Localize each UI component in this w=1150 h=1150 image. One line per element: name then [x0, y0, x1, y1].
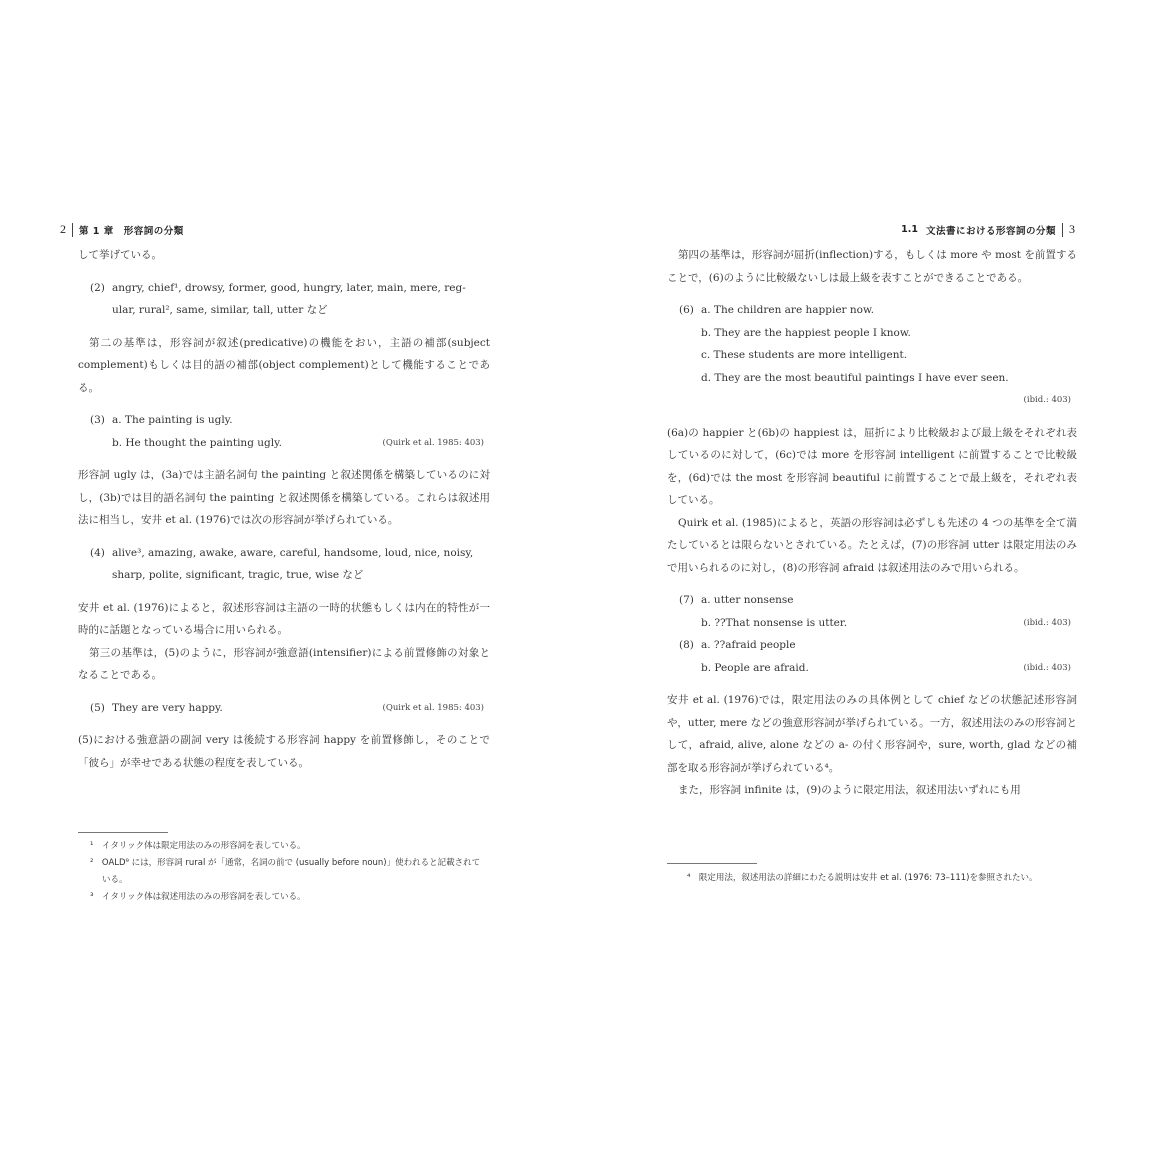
- paragraph: 安井 et al. (1976)では，限定用法のみの具体例として chief などの状態記述形容詞や，utter, mere などの強意形容詞が挙げられている。一方，叙述用法のみの形容詞として，afraid, alive, alone などの a- の付く形容詞や，sure, worth, glad などの補部を取る形容詞が挙げられている⁴。: [667, 694, 1077, 774]
- example-number: (6): [679, 304, 694, 316]
- example-2: [78, 277, 490, 322]
- section-number: 1.1: [901, 224, 918, 235]
- source-citation: (Quirk et al. 1985: 403): [382, 437, 484, 448]
- source-citation: (ibid.: 403): [1023, 617, 1071, 628]
- paragraph: (5)における強意語の副詞 very は後続する形容詞 happy を前置修飾し，そのことで「彼ら」が幸せである状態の程度を表している。: [78, 734, 490, 769]
- head-divider: [72, 223, 73, 237]
- example-text: b. They are the happiest people I know.: [701, 326, 911, 339]
- running-head: [60, 222, 184, 237]
- example-8: [667, 634, 1077, 679]
- paragraph: 第四の基準は，形容詞が屈折(inflection)する，もしくは more や most を前置することで，(6)のように比較級ないしは最上級を表すことができることである。: [667, 249, 1077, 284]
- source-citation: (ibid.: 403): [1023, 662, 1071, 673]
- example-text: sharp, polite, significant, tragic, true, wise など: [112, 569, 364, 581]
- footnote: ³ イタリック体は叙述用法のみの形容詞を表している。: [90, 892, 306, 902]
- example-number: (7): [679, 594, 694, 606]
- source-citation: (Quirk et al. 1985: 403): [382, 702, 484, 713]
- example-6: [667, 299, 1077, 412]
- example-number: (4): [90, 546, 105, 559]
- paragraph: Quirk et al. (1985)によると，英語の形容詞は必ずしも先述の 4 つの基準を全て満たしているとは限らないとされている。たとえば，(7)の形容詞 utter は限定用法のみで用いられるのに対し，(8)の形容詞 afraid は叙述用法のみで用いられる。: [667, 516, 1077, 574]
- example-5: [78, 697, 490, 720]
- body-text: [78, 244, 490, 774]
- footnote: ⁴ 限定用法，叙述用法の詳細にわたる説明は安井 et al. (1976: 73–111)を参照されたい。: [687, 873, 1038, 883]
- example-text: a. The painting is ugly.: [112, 414, 233, 426]
- footnote: ² OALD⁹ には，形容詞 rural が「通常，名詞の前で (usually before noun)」使われると記載されている。: [90, 858, 481, 885]
- example-text: b. People are afraid.: [701, 661, 809, 674]
- example-text: ular, rural², same, similar, tall, utter など: [112, 304, 328, 316]
- paragraph: 安井 et al. (1976)によると，叙述形容詞は主語の一時的状態もしくは内在的特性が一時的に話題となっている場合に用いられる。: [78, 601, 490, 636]
- right-page: [575, 0, 1150, 1150]
- paragraph: 第二の基準は，形容詞が叙述(predicative)の機能をおい，主語の補部(subject complement)もしくは目的語の補部(object complement)として機能することである。: [78, 336, 490, 394]
- paragraph: (6a)の happier と(6b)の happiest は，屈折により比較級および最上級をそれぞれ表しているのに対して，(6c)では more を形容詞 intelligent に前置することで比較級を，(6d)では the most を形容詞 beautiful に前置することで最上級を，それぞれ表している。: [667, 426, 1077, 506]
- example-text: a. The children are happier now.: [701, 304, 875, 316]
- example-4: [78, 542, 490, 587]
- example-text: b. ??That nonsense is utter.: [701, 616, 848, 629]
- head-divider: [1062, 223, 1063, 237]
- example-text: b. He thought the painting ugly.: [112, 436, 282, 449]
- example-7: [667, 589, 1077, 634]
- example-text: a. utter nonsense: [701, 594, 794, 606]
- paragraph: して挙げている。: [78, 249, 162, 261]
- page-number: 3: [1069, 222, 1075, 236]
- example-number: (5): [90, 701, 105, 714]
- section-title: 文法書における形容詞の分類: [925, 225, 1056, 237]
- example-number: (2): [90, 281, 105, 294]
- running-head: [901, 222, 1075, 237]
- paragraph: また，形容詞 infinite は，(9)のように限定用法，叙述用法いずれにも用: [678, 784, 1021, 796]
- footnotes: [88, 838, 488, 906]
- footnote: ¹ イタリック体は限定用法のみの形容詞を表している。: [90, 841, 306, 851]
- body-text: [667, 244, 1077, 802]
- example-text: They are very happy.: [112, 701, 223, 714]
- example-text: angry, chief¹, drowsy, former, good, hungry, later, main, mere, reg-: [112, 281, 466, 294]
- source-citation: (ibid.: 403): [1023, 395, 1071, 405]
- footnote-rule: [78, 832, 168, 833]
- example-text: a. ??afraid people: [701, 639, 796, 651]
- example-number: (8): [679, 639, 694, 651]
- example-text: alive³, amazing, awake, aware, careful, handsome, loud, nice, noisy,: [112, 546, 474, 559]
- paragraph: 形容詞 ugly は，(3a)では主語名詞句 the painting と叙述関係を構築しているのに対し，(3b)では目的語名詞句 the painting と叙述関係を構築している。これらは叙述用法に相当し，安井 et al. (1976)では次の形容詞が挙げられている。: [78, 469, 490, 526]
- example-text: c. These students are more intelligent.: [701, 349, 908, 361]
- example-number: (3): [90, 414, 105, 426]
- example-text: d. They are the most beautiful paintings I have ever seen.: [701, 371, 1009, 384]
- footnote-rule: [667, 863, 757, 864]
- example-3: [78, 409, 490, 454]
- chapter-title: 第 1 章 形容詞の分類: [79, 225, 184, 237]
- page-number: 2: [60, 222, 66, 236]
- paragraph: 第三の基準は，(5)のように，形容詞が強意語(intensifier)による前置修飾の対象となることである。: [78, 646, 490, 681]
- footnotes: [685, 870, 1085, 887]
